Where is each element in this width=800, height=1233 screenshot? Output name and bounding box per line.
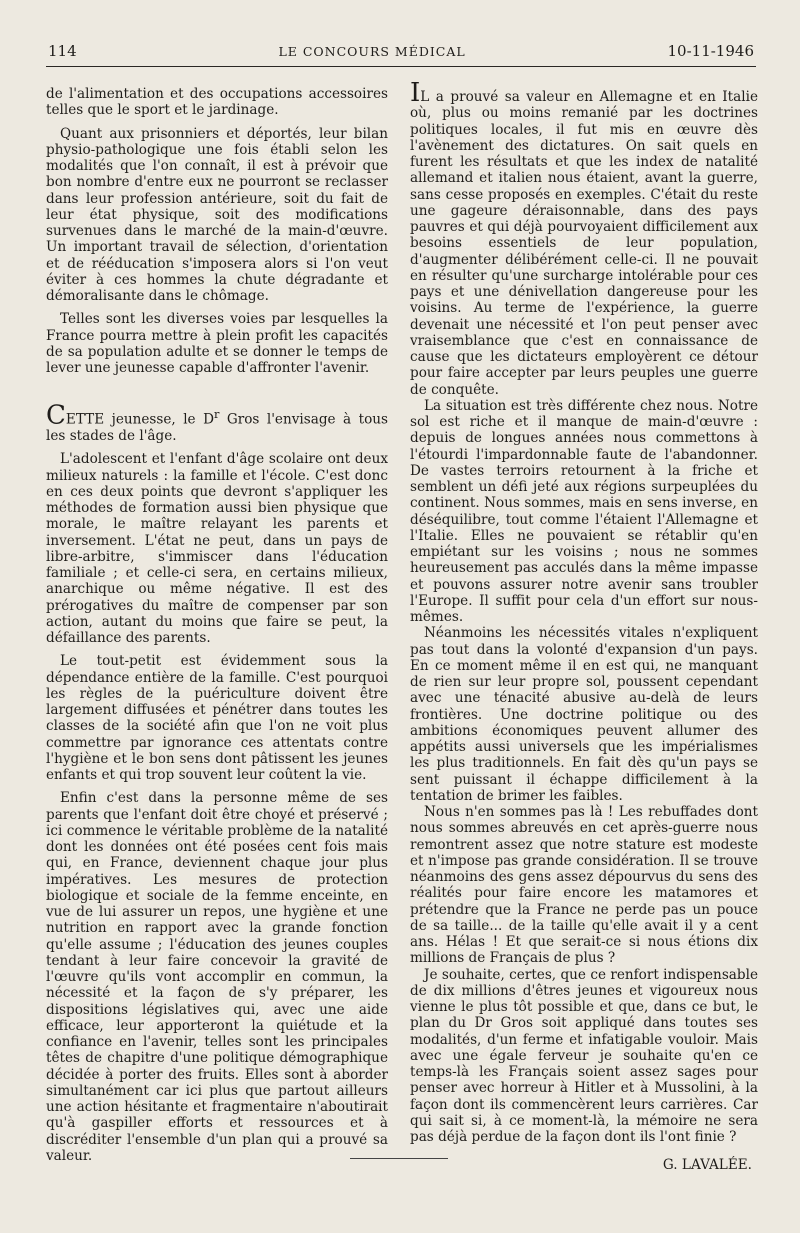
drop-cap: I — [410, 78, 421, 108]
paragraph: Néanmoins les nécessités vitales n'expliquent pas tout dans la volonté d'expansion d'un pays. En ce moment même il en est qui, ne manquant de rien sur leur propre sol, poussent cependant avec une ténacité abusive au-delà de leurs frontières. Une doctrine politique ou des ambitions économiques peuvent allumer des appétits aussi universels que les impérialismes les plus traditionnels. En fait dès qu'un pays se sent puissant il échappe difficilement à la tentation de brimer les faibles. — [410, 625, 758, 804]
paragraph: Je souhaite, certes, que ce renfort indispensable de dix millions d'êtres jeunes et vigoureux nous vienne le plus tôt possible et que, dans ce but, le plan du Dr Gros soit appliqué dans toutes ses modalités, d'un ferme et infatigable vouloir. Mais avec une égale ferveur je souhaite qu'en ce temps-là les Français soient assez sages pour penser avec horreur à Hitler et à Mussolini, à la façon dont ils commencèrent leurs carrières. Car qui sait si, à ce moment-là, la mémoire ne sera pas déjà perdue de la façon dont ils l'ont finie ? — [410, 966, 758, 1145]
paragraph: Le tout-petit est évidemment sous la dépendance entière de la famille. C'est pourquoi les règles de la puériculture doivent être largement diffusées et pénétrer dans toutes les classes de la société afin que l'on ne voit plus commettre par ignorance ces attentats contre l'hygiène et le bon sens dont pâtissent les jeunes enfants et qui trop souvent leur coûtent la vie. — [46, 653, 388, 784]
drop-cap: C — [46, 400, 66, 431]
journal-title: LE CONCOURS MÉDICAL — [278, 44, 466, 59]
paragraph: Telles sont les diverses voies par lesquelles la France pourra mettre à plein profit les capacités de sa population adulte et se donner le temps de lever une jeunesse capable d'affronter l'avenir. — [46, 311, 388, 376]
paragraph: Enfin c'est dans la personne même de ses parents que l'enfant doit être choyé et préservé ; ici commence le véritable problème de la natalité dont les données ont été posées cent fois mais qui, en France, deviennent chaque jour plus impératives. Les mesures de protection biologique et sociale de la femme enceinte, en vue de lui assurer un repos, une hygiène et une nutrition en rapport avec la grande fonction qu'elle assume ; l'éducation des jeunes couples tendant à leur faire concevoir la gravité de l'œuvre qu'ils vont accomplir en commun, la nécessité et la façon de s'y préparer, les dispositions législatives qui, avec une aide efficace, leur apporteront la quiétude et la confiance en l'avenir, telles sont les principales têtes de chapitre d'une politique démographique décidée à porter des fruits. Elles sont à aborder simultanément car ici plus que partout ailleurs une action hésitante et fragmentaire n'aboutirait qu'à gaspiller efforts et ressources et à discréditer l'ensemble d'un plan qui a prouvé sa valeur. — [46, 790, 388, 1164]
page-number: 114 — [48, 42, 77, 60]
paragraph: L'adolescent et l'enfant d'âge scolaire ont deux milieux naturels : la famille et l'école. C'est donc en ces deux points que devront s'appliquer les méthodes de formation aussi bien physique que morale, le maître relayant les parents et inversement. L'état ne peut, dans un pays de libre-arbitre, s'immiscer dans l'éducation familiale ; et celle-ci sera, en certains milieux, anarchique ou même négative. Il est des prérogatives du maître de compenser par son action, autant du moins que faire se peut, la défaillance des parents. — [46, 451, 388, 647]
issue-date: 10-11-1946 — [667, 42, 754, 60]
right-column — [410, 78, 758, 1174]
small-caps-text: ETTE — [65, 411, 105, 428]
left-column — [46, 86, 388, 1164]
section-opening: CETTE jeunesse, le $D^r$ Gros l'envisage à tous les stades de l'âge. — [46, 400, 388, 445]
paragraph: Quant aux prisonniers et déportés, leur bilan physio-pathologique une fois établi selon les modalités que l'on connaît, il est à prévoir que bon nombre d'entre eux ne pourront se reclasser dans leur profession antérieure, soit du fait de leur état physique, soit des modifications survenues dans le marché de la main-d'œuvre. Un important travail de sélection, d'orientation et de rééducation s'imposera alors si l'on veut éviter à ces hommes la chute dégradante et démoralisante dans le chômage. — [46, 125, 388, 304]
header-rule — [46, 66, 756, 67]
author-signature: G. LAVALÉE. — [662, 1157, 752, 1174]
page-header — [48, 42, 754, 66]
end-rule — [350, 1158, 448, 1159]
small-caps-text: L — [420, 89, 430, 105]
paragraph: La situation est très différente chez nous. Notre sol est riche et il manque de main-d'œuvre : depuis de longues années nous commettons à l'étourdi l'impardonnable faute de l'abandonner. De vastes terroirs retournent à la friche et semblent un défi jeté aux régions surpeuplées du continent. Nous sommes, mais en sens inverse, en déséquilibre, tout comme l'étaient l'Allemagne et l'Italie. Elles ne pouvaient se rétablir qu'en empiétant sur les voisins ; nous ne sommes heureusement pas acculés dans la même impasse et pouvons assurer notre avenir sans troubler l'Europe. Il suffit pour cela d'un effort sur nous-mêmes. — [410, 397, 758, 625]
section-opening: IL a prouvé sa valeur en Allemagne et en Italie où, plus ou moins remanié par les doctrines politiques locales, il fut mis en œuvre dès l'avènement des dictatures. On sait quels en furent les résultats et que les index de natalité allemand et italien nous étaient, avant la guerre, sans cesse proposés en exemples. C'était du reste une gageure déraisonnable, dans des pays pauvres et qui déjà pourvoyaient difficilement aux besoins essentiels de leur population, d'augmenter délibérément celle-ci. Il ne pouvait en résulter qu'une surcharge intolérable pour ces pays et une dénivellation dangereuse pour les voisins. Au terme de l'expérience, la guerre devenait une nécessité et l'on peut penser avec vraisemblance que c'est en connaissance de cause que les dictateurs employèrent ce détour pour faire accepter par leurs peuples une guerre de conquête. — [410, 78, 758, 398]
paragraph: de l'alimentation et des occupations accessoires telles que le sport et le jardinage. — [46, 86, 388, 119]
paragraph: Nous n'en sommes pas là ! Les rebuffades dont nous sommes abreuvés en cet après-guerre nous remontrent assez que notre stature est modeste et n'impose pas grande considération. Il se trouve néanmoins des gens assez dépourvus du sens des réalités pour faire encore les matamores et prétendre que la France ne perde pas un pouce de sa taille... de la taille qu'elle avait il y a cent ans. Hélas ! Et que serait-ce si nous étions dix millions de Français de plus ? — [410, 804, 758, 967]
